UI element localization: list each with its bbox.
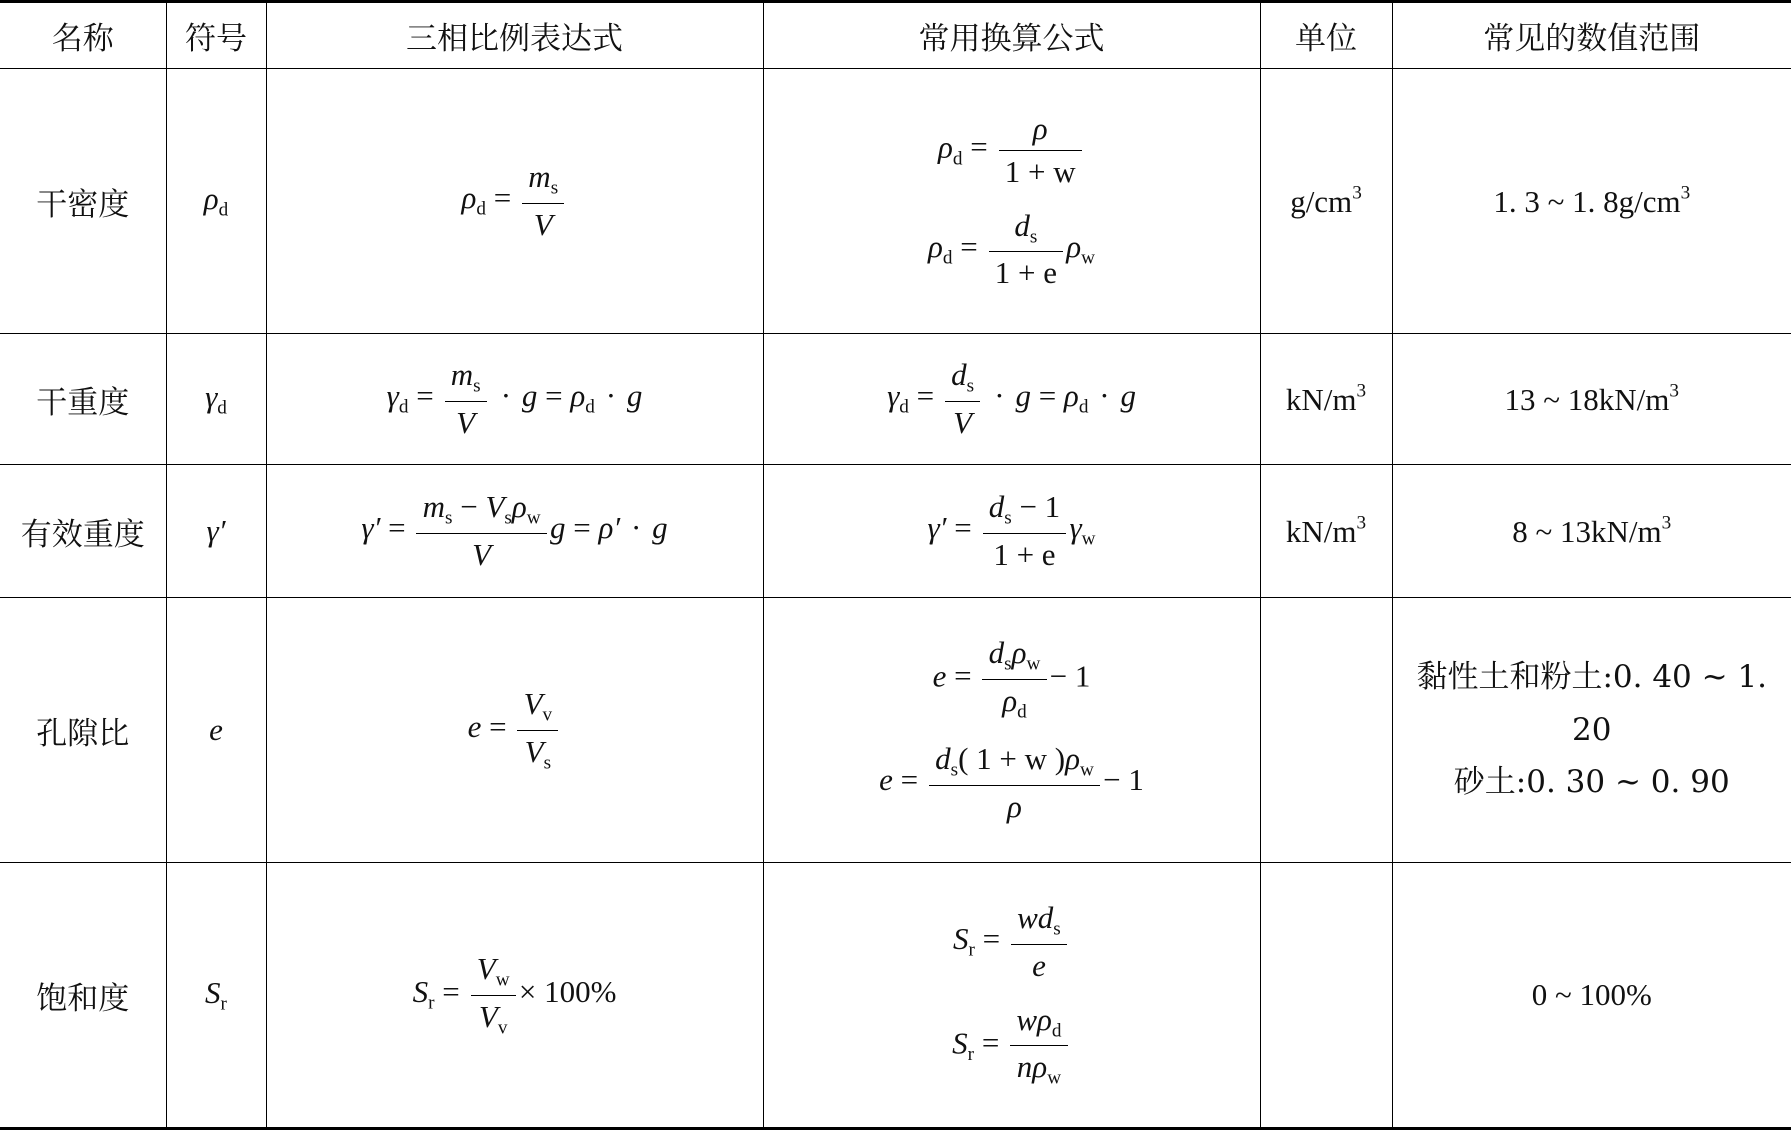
- table-row: [0, 465, 1791, 598]
- header-value-range: 常见的数值范围: [1392, 2, 1791, 69]
- formula-saturation-conv-2: $S_r$ = $\frac{w\rho_d}{n\rho_w}$: [770, 1002, 1254, 1090]
- formula-dry-density-expression: $\rho_d$ = $\frac{m_s}{V}$: [462, 180, 568, 215]
- header-unit: 单位: [1260, 2, 1392, 69]
- cell-symbol: γ′: [166, 465, 266, 598]
- cell-symbol: $\gamma_d$: [166, 334, 266, 465]
- cell-expression: [266, 69, 763, 334]
- cell-expression: [266, 334, 763, 465]
- cell-name: 饱和度: [0, 863, 166, 1129]
- cell-unit: $kN/m^3$: [1260, 334, 1392, 465]
- cell-range: 1. 3 ~ 1. $8g/cm^3$: [1392, 69, 1791, 334]
- formula-void-ratio-expression: e = $\frac{V_v}{V_s}$: [468, 709, 562, 744]
- cell-range: 黏性土和粉土:0. 40 ~ 1. 20 砂土:0. 30 ~ 0. 90: [1392, 598, 1791, 863]
- cell-symbol: $\rho_d$: [166, 69, 266, 334]
- header-three-phase-expression: 三相比例表达式: [266, 2, 763, 69]
- cell-name: 有效重度: [0, 465, 166, 598]
- cell-symbol: $S_r$: [166, 863, 266, 1129]
- cell-range: 0 ~ 100%: [1392, 863, 1791, 1129]
- cell-unit: [1260, 598, 1392, 863]
- formula-dry-unit-weight-expression: $\gamma_d$ = $\frac{m_s}{V}$ · $g = \rho_d \cdot g$: [386, 357, 643, 440]
- cell-conversion: [763, 863, 1260, 1129]
- cell-symbol: e: [166, 598, 266, 863]
- cell-unit: $g/cm^3$: [1260, 69, 1392, 334]
- header-name: 名称: [0, 2, 166, 69]
- cell-unit: [1260, 863, 1392, 1129]
- cell-name: 孔隙比: [0, 598, 166, 863]
- cell-expression: [266, 465, 763, 598]
- table-row: [0, 863, 1791, 1129]
- cell-range: 13 ~ $18kN/m^3$: [1392, 334, 1791, 465]
- formula-dry-density-conv-1: $\rho_d$ = $\frac{\rho}{1 + w}$: [770, 111, 1254, 190]
- cell-conversion: [763, 69, 1260, 334]
- cell-expression: [266, 598, 763, 863]
- formula-dry-density-conv-2: $\rho_d$ = $\frac{d_s}{1 + e}$ $\rho_w$: [927, 207, 1096, 291]
- cell-expression: [266, 863, 763, 1129]
- table-row: [0, 334, 1791, 465]
- cell-conversion: [763, 598, 1260, 863]
- cell-unit: $kN/m^3$: [1260, 465, 1392, 598]
- cell-name: 干重度: [0, 334, 166, 465]
- formula-void-ratio-conv-1: e = $\frac{d_s\rho_w}{\rho_d}$ − 1: [932, 634, 1091, 723]
- header-row: [0, 2, 1791, 69]
- formula-saturation-conv-1: $S_r$ = $\frac{wd_s}{e}$: [770, 900, 1254, 984]
- cell-range: 8 ~ $13kN/m^3$: [1392, 465, 1791, 598]
- formula-dry-unit-weight-conv: $\gamma_d$ = $\frac{d_s}{V}$ · $g = \rho_d \cdot g$: [887, 357, 1136, 440]
- formula-void-ratio-conv-2: e = $\frac{d_s( 1 + w )\rho_w}{\rho}$ − 1: [879, 741, 1144, 825]
- formula-effective-unit-weight-conv: γ′ = $\frac{d_s - 1}{1 + e}$ $\gamma_w$: [927, 489, 1096, 572]
- cell-conversion: [763, 334, 1260, 465]
- table-row: [0, 598, 1791, 863]
- cell-conversion: [763, 465, 1260, 598]
- table-row: [0, 69, 1791, 334]
- cell-name: 干密度: [0, 69, 166, 334]
- header-conversion-formula: 常用换算公式: [763, 2, 1260, 69]
- formula-saturation-expression: $S_r$ = $\frac{V_w}{V_v}$ × 100%: [412, 950, 617, 1039]
- formula-effective-unit-weight-expression: γ′ = $\frac{m_s - V_s\rho_w}{V}$ g = ρ′ · g: [361, 489, 668, 572]
- header-symbol: 符号: [166, 2, 266, 69]
